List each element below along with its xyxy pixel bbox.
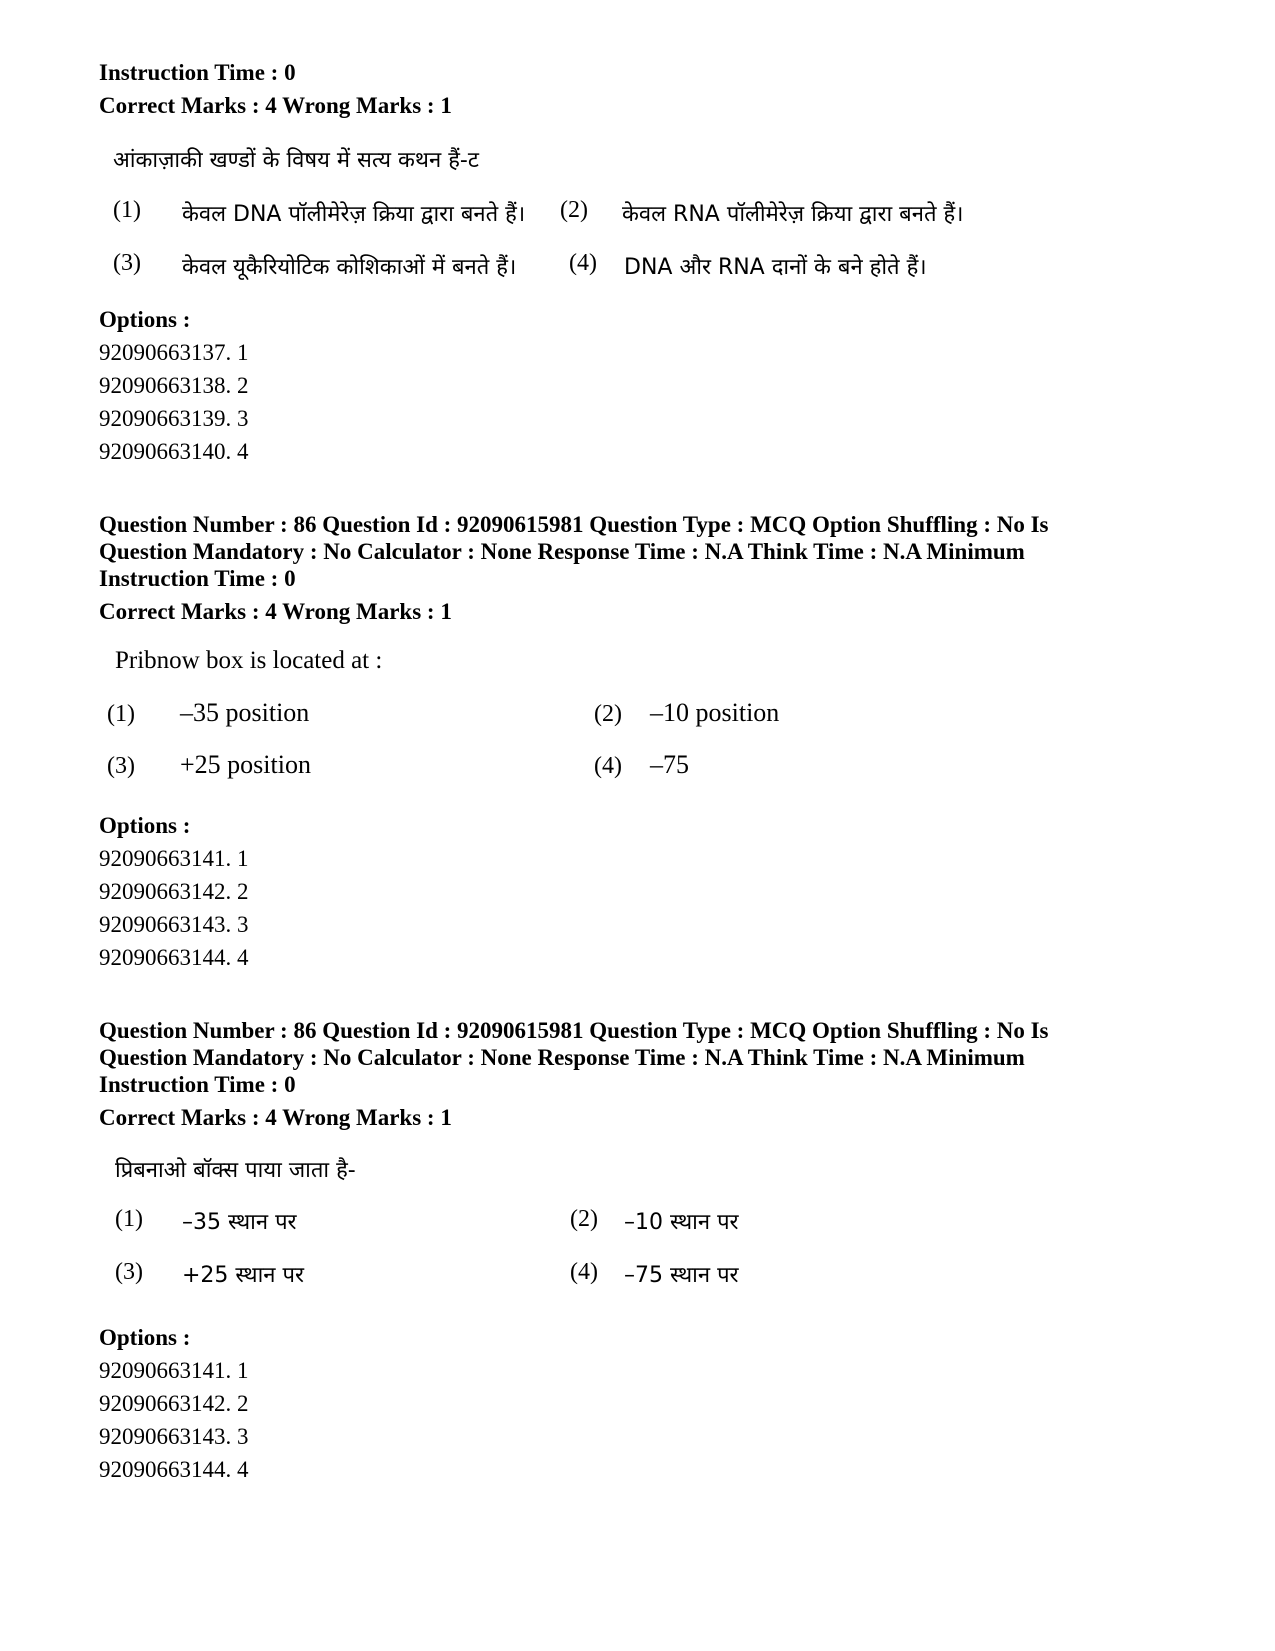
- option-line: 92090663142. 2: [99, 1391, 249, 1416]
- options-heading: Options :: [99, 307, 191, 332]
- choice-text: –10 position: [650, 698, 780, 727]
- instruction-time: Instruction Time : 0: [99, 1072, 296, 1097]
- options-heading: Options :: [99, 1325, 191, 1350]
- option-line: 92090663141. 1: [99, 846, 249, 871]
- choice-number: (1): [113, 197, 141, 223]
- choice-text: –75: [650, 750, 689, 779]
- question-header-line1: Question Number : 86 Question Id : 92090615981 Question Type : MCQ Option Shuffling : No Is: [99, 512, 1049, 537]
- question-text: प्रिबनाओ बॉक्स पाया जाता है-: [115, 1158, 356, 1183]
- option-line: 92090663144. 4: [99, 1457, 249, 1482]
- question-text: आंकाज़ाकी खण्डों के विषय में सत्य कथन हैं-ट: [113, 148, 479, 173]
- option-line: 92090663144. 4: [99, 945, 249, 970]
- choice-number: (3): [107, 753, 135, 779]
- choice-number: (4): [570, 1259, 598, 1285]
- question-header-line2: Question Mandatory : No Calculator : None Response Time : N.A Think Time : N.A Minimum: [99, 539, 1025, 564]
- option-line: 92090663143. 3: [99, 1424, 249, 1449]
- choice-number: (2): [560, 197, 588, 223]
- choice-number: (4): [594, 753, 622, 779]
- option-line: 92090663140. 4: [99, 439, 249, 464]
- marks-line: Correct Marks : 4 Wrong Marks : 1: [99, 93, 452, 118]
- choice-text: –35 स्थान पर: [182, 1210, 297, 1235]
- choice-text: DNA और RNA दानों के बने होते हैं।: [624, 255, 927, 280]
- choice-number: (3): [115, 1259, 143, 1285]
- option-line: 92090663141. 1: [99, 1358, 249, 1383]
- instruction-time: Instruction Time : 0: [99, 566, 296, 591]
- choice-number: (1): [107, 701, 135, 727]
- option-line: 92090663137. 1: [99, 340, 249, 365]
- choice-text: केवल RNA पॉलीमेरेज़ क्रिया द्वारा बनते हैं।: [622, 202, 964, 227]
- question-header-line2: Question Mandatory : No Calculator : None Response Time : N.A Think Time : N.A Minimum: [99, 1045, 1025, 1070]
- choice-number: (4): [569, 250, 597, 276]
- instruction-time: Instruction Time : 0: [99, 60, 296, 85]
- choice-text: +25 position: [180, 750, 311, 779]
- choice-text: –35 position: [180, 698, 310, 727]
- choice-text: केवल DNA पॉलीमेरेज़ क्रिया द्वारा बनते हैं।: [182, 202, 526, 227]
- choice-text: –75 स्थान पर: [624, 1263, 739, 1288]
- options-heading: Options :: [99, 813, 191, 838]
- choice-number: (2): [570, 1206, 598, 1232]
- choice-number: (3): [113, 250, 141, 276]
- choice-text: –10 स्थान पर: [624, 1210, 739, 1235]
- choice-number: (1): [115, 1206, 143, 1232]
- option-line: 92090663142. 2: [99, 879, 249, 904]
- question-header-line1: Question Number : 86 Question Id : 92090615981 Question Type : MCQ Option Shuffling : No Is: [99, 1018, 1049, 1043]
- choice-text: +25 स्थान पर: [182, 1263, 304, 1288]
- choice-number: (2): [594, 701, 622, 727]
- marks-line: Correct Marks : 4 Wrong Marks : 1: [99, 1105, 452, 1130]
- marks-line: Correct Marks : 4 Wrong Marks : 1: [99, 599, 452, 624]
- option-line: 92090663139. 3: [99, 406, 249, 431]
- option-line: 92090663138. 2: [99, 373, 249, 398]
- question-text: Pribnow box is located at :: [115, 647, 383, 674]
- choice-text: केवल यूकैरियोटिक कोशिकाओं में बनते हैं।: [182, 255, 517, 280]
- option-line: 92090663143. 3: [99, 912, 249, 937]
